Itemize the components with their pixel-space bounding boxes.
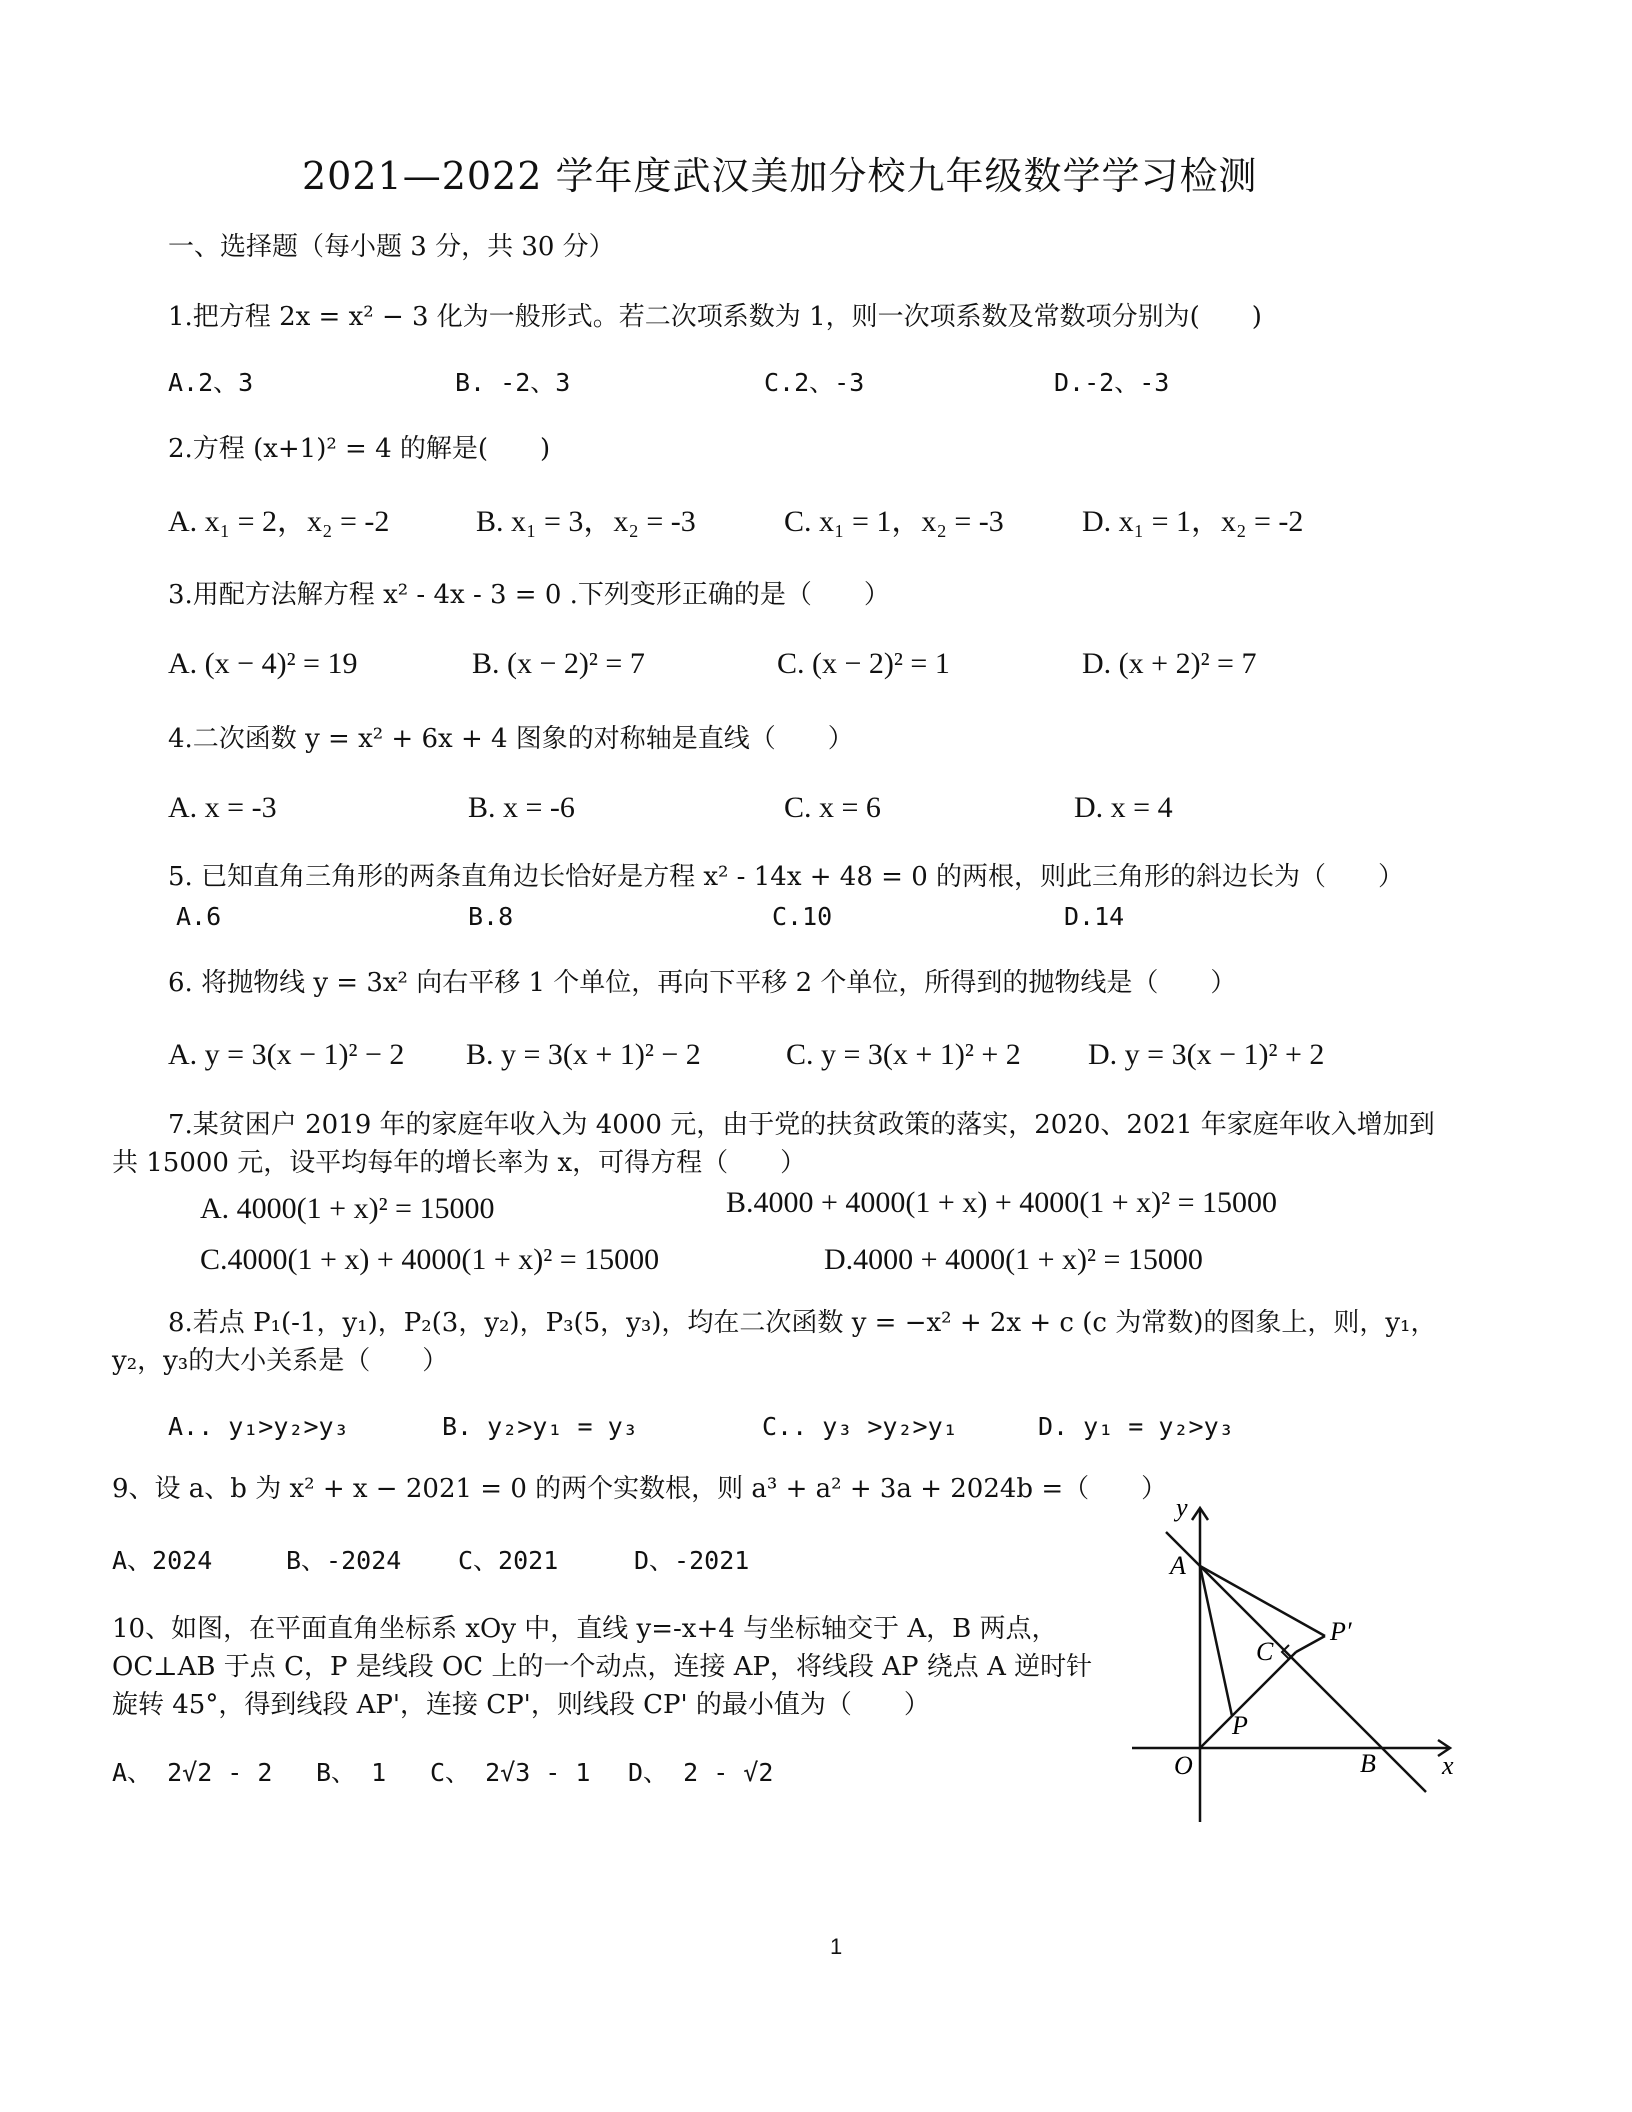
segment-ap-prime	[1200, 1566, 1325, 1636]
label-o: O	[1174, 1751, 1193, 1780]
question-5-stem: 5. 已知直角三角形的两条直角边长恰好是方程 x² - 14x + 48 = 0 的两根，则此三角形的斜边长为（ ）	[168, 862, 1405, 892]
question-6-stem: 6. 将抛物线 y = 3x² 向右平移 1 个单位，再向下平移 2 个单位，所得到的抛物线是（ ）	[168, 968, 1237, 998]
question-4-stem: 4.二次函数 y = x² + 6x + 4 图象的对称轴是直线（ ）	[168, 724, 854, 754]
question-2-stem: 2.方程 (x+1)² = 4 的解是( )	[168, 434, 551, 464]
q8-option-d: D. y₁ = y₂>y₃	[1038, 1412, 1234, 1441]
segment-cp-prime	[1296, 1636, 1325, 1652]
q10-option-d: D、 2 - √2	[628, 1758, 774, 1787]
q10-option-c: C、 2√3 - 1	[430, 1758, 591, 1787]
q6-option-c: C. y = 3(x + 1)² + 2	[786, 1038, 1021, 1071]
q5-option-d: D.14	[1064, 902, 1125, 931]
q1-option-b: B. -2、3	[455, 368, 571, 397]
question-7-line-2: 共 15000 元，设平均每年的增长率为 x，可得方程（ ）	[112, 1148, 807, 1178]
label-a: A	[1170, 1551, 1186, 1580]
q9-option-c: C、2021	[458, 1546, 559, 1575]
line-ab	[1166, 1532, 1426, 1792]
question-8-line-2: y₂，y₃的大小关系是（ ）	[112, 1346, 449, 1376]
q9-option-b: B、-2024	[286, 1546, 402, 1575]
q1-option-c: C.2、-3	[764, 368, 865, 397]
q3-option-c: C. (x − 2)² = 1	[777, 647, 950, 680]
q8-option-a: A.. y₁>y₂>y₃	[168, 1412, 349, 1441]
label-x: x	[1442, 1751, 1454, 1780]
right-angle-mark	[1282, 1645, 1296, 1659]
q7-option-d: D.4000 + 4000(1 + x)² = 15000	[824, 1243, 1203, 1276]
question-10-line-2: OC⊥AB 于点 C，P 是线段 OC 上的一个动点，连接 AP，将线段 AP 绕点 A 逆时针	[112, 1652, 1093, 1682]
q1-option-a: A.2、3	[168, 368, 254, 397]
question-3-stem: 3.用配方法解方程 x² - 4x - 3 = 0 .下列变形正确的是（ ）	[168, 580, 890, 610]
page-title: 2021—2022 学年度武汉美加分校九年级数学学习检测	[302, 154, 1258, 198]
question-10-line-3: 旋转 45°，得到线段 AP'，连接 CP'，则线段 CP' 的最小值为（ ）	[112, 1690, 930, 1720]
label-p: P	[1232, 1711, 1248, 1740]
q9-option-d: D、-2021	[634, 1546, 750, 1575]
q2-option-b: B. x₁ = 3，x₂ = -3	[476, 505, 696, 538]
q2-option-a: A. x₁ = 2，x₂ = -2	[168, 505, 390, 538]
q6-option-b: B. y = 3(x + 1)² − 2	[466, 1038, 701, 1071]
q3-option-b: B. (x − 2)² = 7	[472, 647, 645, 680]
q6-option-a: A. y = 3(x − 1)² − 2	[168, 1038, 405, 1071]
label-b: B	[1360, 1749, 1376, 1778]
q2-option-c: C. x₁ = 1，x₂ = -3	[784, 505, 1004, 538]
q6-option-d: D. y = 3(x − 1)² + 2	[1088, 1038, 1325, 1071]
q4-option-b: B. x = -6	[468, 791, 575, 824]
q8-option-c: C.. y₃ >y₂>y₁	[762, 1412, 958, 1441]
label-c: C	[1256, 1637, 1274, 1666]
q5-option-a: A.6	[176, 902, 222, 931]
q7-option-b: B.4000 + 4000(1 + x) + 4000(1 + x)² = 15000	[726, 1186, 1278, 1219]
q10-coordinate-figure	[1120, 1490, 1480, 1830]
question-10-line-1: 10、如图，在平面直角坐标系 xOy 中，直线 y=-x+4 与坐标轴交于 A，B 两点，	[112, 1614, 1058, 1644]
q4-option-d: D. x = 4	[1074, 791, 1173, 824]
question-8-line-1: 8.若点 P₁(-1，y₁)，P₂(3，y₂)，P₃(5，y₃)，均在二次函数 y = −x² + 2x + c (c 为常数)的图象上，则，y₁，	[168, 1308, 1437, 1338]
question-9-stem: 9、设 a、b 为 x² + x − 2021 = 0 的两个实数根，则 a³ + a² + 3a + 2024b =（ ）	[112, 1474, 1168, 1504]
q10-option-a: A、 2√2 - 2	[112, 1758, 273, 1787]
q10-option-b: B、 1	[316, 1758, 387, 1787]
q7-option-c: C.4000(1 + x) + 4000(1 + x)² = 15000	[200, 1243, 660, 1276]
q1-option-d: D.-2、-3	[1054, 368, 1170, 397]
question-1-stem: 1.把方程 2x = x² − 3 化为一般形式。若二次项系数为 1，则一次项系数及常数项分别为( )	[168, 302, 1262, 332]
q3-option-a: A. (x − 4)² = 19	[168, 647, 358, 680]
q5-option-b: B.8	[468, 902, 514, 931]
section-heading: 一、选择题（每小题 3 分，共 30 分）	[168, 232, 615, 262]
segment-oc	[1200, 1652, 1296, 1748]
q7-option-a: A. 4000(1 + x)² = 15000	[200, 1192, 495, 1225]
label-p-prime: P′	[1330, 1617, 1352, 1646]
segment-ap	[1200, 1566, 1232, 1716]
label-y: y	[1176, 1493, 1188, 1522]
question-7-line-1: 7.某贫困户 2019 年的家庭年收入为 4000 元，由于党的扶贫政策的落实，2020、2021 年家庭年收入增加到	[168, 1110, 1435, 1140]
q4-option-c: C. x = 6	[784, 791, 881, 824]
q8-option-b: B. y₂>y₁ = y₃	[442, 1412, 638, 1441]
q9-option-a: A、2024	[112, 1546, 213, 1575]
q4-option-a: A. x = -3	[168, 791, 277, 824]
page-number: 1	[830, 1934, 843, 1959]
q3-option-d: D. (x + 2)² = 7	[1082, 647, 1257, 680]
q2-option-d: D. x₁ = 1，x₂ = -2	[1082, 505, 1304, 538]
q5-option-c: C.10	[772, 902, 833, 931]
